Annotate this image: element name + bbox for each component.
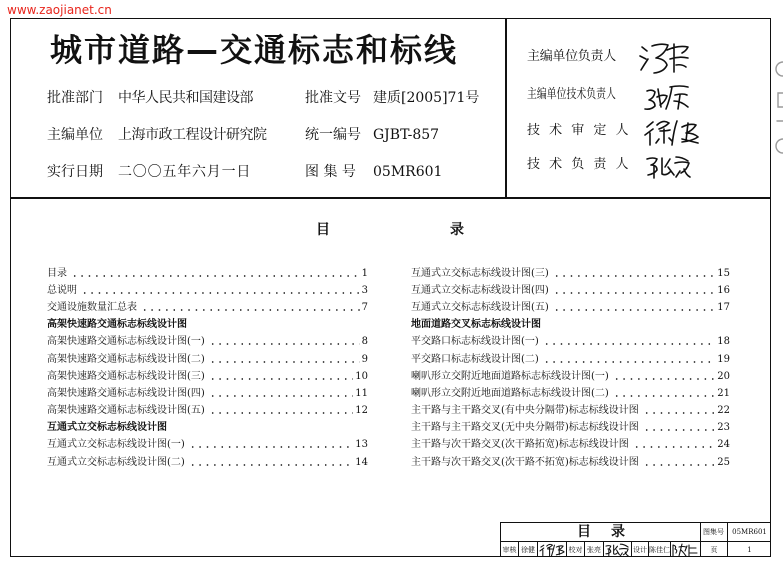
atlas-no-value: 05MR601	[732, 528, 767, 536]
toc-entry-page: 20	[717, 370, 730, 382]
page-label: 页	[710, 545, 718, 554]
toc-entry	[411, 385, 730, 402]
side-toolbar-bracket-icon[interactable]	[778, 93, 783, 107]
toc-entry-title: 互通式立交标志标线设计图(三)	[411, 267, 549, 279]
contents-right-column	[411, 265, 730, 471]
toc-entry	[411, 437, 730, 454]
toc-section-title: 地面道路交叉标志标线设计图	[411, 319, 541, 331]
signatory-role: 技 术 负 责 人	[527, 157, 632, 172]
check-name: 张亮	[587, 545, 601, 554]
toc-entry	[411, 265, 730, 282]
dot-leader	[209, 342, 360, 346]
signature	[538, 542, 566, 557]
toc-entry-title: 主干路与主干路交叉(有中央分隔带)标志标线设计图	[411, 405, 639, 417]
signatory-role: 主编单位负责人	[527, 49, 616, 64]
header-vertical-divider	[505, 18, 507, 197]
toc-entry-title: 喇叭形立交附近地面道路标志标线设计图(一)	[411, 370, 609, 382]
toc-section-heading	[47, 420, 368, 437]
toc-entry-page: 22	[717, 405, 730, 417]
toc-entry	[411, 420, 730, 437]
toc-entry	[411, 334, 730, 351]
dot-leader	[613, 377, 715, 381]
atlas-no-label: 图集号	[703, 528, 724, 536]
toc-section-title: 互通式立交标志标线设计图	[47, 422, 167, 434]
dot-leader	[553, 274, 715, 278]
effective-date-label: 实行日期	[47, 164, 103, 180]
toc-entry-page: 25	[717, 456, 730, 468]
dot-leader	[209, 394, 353, 398]
signatory-role: 主编单位技术负责人	[527, 87, 616, 102]
dot-leader	[209, 377, 353, 381]
toc-entry-title: 高架快速路交通标志标线设计图(四)	[47, 387, 205, 399]
toc-entry	[47, 282, 368, 299]
approval-doc-label: 批准文号	[305, 90, 361, 106]
toc-entry-page: 11	[355, 387, 368, 399]
toc-entry-page: 9	[361, 353, 368, 365]
unified-no-label: 统一编号	[305, 127, 361, 143]
dot-leader	[543, 342, 715, 346]
chief-editor-unit-value: 上海市政工程设计研究院	[118, 127, 267, 143]
toc-entry	[47, 334, 368, 351]
toc-entry-title: 平交路口标志标线设计图(二)	[411, 353, 539, 365]
dot-leader	[643, 463, 715, 467]
toc-entry	[411, 282, 730, 299]
toc-entry-title: 主干路与次干路交叉(次干路不拓宽)标志标线设计图	[411, 456, 639, 468]
signature	[645, 86, 688, 109]
dot-leader	[613, 394, 715, 398]
toc-entry-title: 交通设施数量汇总表	[47, 301, 137, 313]
review-label: 审核	[502, 545, 517, 554]
document-title: 城市道路—交通标志和标线	[50, 31, 459, 69]
design-name: 陈佳仁	[649, 545, 670, 554]
signature	[647, 157, 690, 178]
toc-entry	[47, 299, 368, 316]
signatory-role-wrap	[527, 88, 644, 102]
toc-entry-title: 目录	[47, 267, 67, 279]
approval-dept-value: 中华人民共和国建设部	[118, 90, 253, 106]
toc-entry-page: 10	[355, 370, 368, 382]
dot-leader	[141, 308, 360, 312]
toc-entry-page: 1	[361, 267, 368, 279]
toc-entry-title: 互通式立交标志标线设计图(五)	[411, 301, 549, 313]
effective-date-value: 二〇〇五年六月一日	[118, 164, 252, 180]
toc-entry-page: 3	[361, 284, 368, 296]
toc-entry-page: 16	[717, 284, 730, 296]
toc-entry-page: 13	[355, 439, 368, 451]
toc-entry	[47, 265, 368, 282]
dot-leader	[71, 274, 360, 278]
signature	[645, 121, 698, 145]
watermark-text: www.zaojianet.cn	[7, 3, 112, 17]
dot-leader	[189, 463, 353, 467]
dot-leader	[189, 445, 353, 449]
toc-entry-page: 14	[355, 456, 368, 468]
toc-entry-page: 24	[717, 439, 730, 451]
chief-editor-unit-label: 主编单位	[47, 127, 103, 143]
toc-entry	[411, 299, 730, 316]
toc-entry-page: 8	[361, 336, 368, 348]
toc-entry-title: 互通式立交标志标线设计图(一)	[47, 439, 185, 451]
dot-leader	[553, 308, 715, 312]
dot-leader	[643, 428, 715, 432]
toc-entry-page: 18	[717, 336, 730, 348]
toc-entry-page: 23	[717, 422, 730, 434]
signature	[640, 44, 688, 73]
unified-no-value: GJBT-857	[373, 127, 440, 143]
toc-entry-title: 平交路口标志标线设计图(一)	[411, 336, 539, 348]
page-number: 1	[747, 545, 752, 554]
approval-dept-label: 批准部门	[47, 90, 103, 106]
contents-heading-char: 录	[450, 222, 464, 238]
signatures	[630, 35, 720, 185]
contents-heading-char: 目	[316, 222, 330, 238]
toc-entry-title: 总说明	[47, 284, 77, 296]
toc-entry-title: 互通式立交标志标线设计图(四)	[411, 284, 549, 296]
signature	[671, 542, 700, 557]
toc-entry-page: 7	[361, 301, 368, 313]
toc-entry	[47, 437, 368, 454]
title-block	[500, 522, 771, 557]
toc-entry-title: 高架快速路交通标志标线设计图(三)	[47, 370, 205, 382]
title-block-title-char: 目	[577, 524, 591, 540]
check-label: 校对	[568, 545, 583, 554]
toc-entry-page: 19	[717, 353, 730, 365]
toc-entry-page: 15	[717, 267, 730, 279]
toc-entry	[411, 351, 730, 368]
toc-entry-title: 高架快速路交通标志标线设计图(五)	[47, 405, 205, 417]
dot-leader	[553, 291, 715, 295]
side-toolbar-circle-icon[interactable]	[776, 139, 783, 153]
toc-entry	[411, 454, 730, 471]
toc-entry	[411, 368, 730, 385]
atlas-no-label: 图 集 号	[305, 164, 356, 180]
atlas-no-value: 05MR601	[373, 164, 443, 180]
toc-entry-page: 12	[355, 405, 368, 417]
dot-leader	[643, 411, 715, 415]
toc-entry	[47, 385, 368, 402]
toc-entry	[47, 368, 368, 385]
toc-entry-page: 17	[717, 301, 730, 313]
toc-entry	[411, 403, 730, 420]
contents-left-column	[47, 265, 368, 471]
toc-entry-title: 喇叭形立交附近地面道路标志标线设计图(二)	[411, 387, 609, 399]
toc-entry-title: 高架快速路交通标志标线设计图(二)	[47, 353, 205, 365]
review-name: 徐健	[521, 545, 535, 554]
toc-entry-title: 高架快速路交通标志标线设计图(一)	[47, 336, 205, 348]
toc-entry	[47, 351, 368, 368]
toc-section-heading	[47, 317, 368, 334]
dot-leader	[633, 445, 715, 449]
toc-entry-title: 主干路与主干路交叉(无中央分隔带)标志标线设计图	[411, 422, 639, 434]
title-block-title-char: 录	[611, 524, 625, 540]
dot-leader	[543, 360, 715, 364]
toc-section-title: 高架快速路交通标志标线设计图	[47, 319, 187, 331]
toc-entry	[47, 403, 368, 420]
toc-section-heading	[411, 317, 730, 334]
approval-doc-value: 建质[2005]71号	[373, 90, 480, 106]
signature	[604, 542, 631, 557]
toc-entry-page: 21	[717, 387, 730, 399]
side-toolbar-circle-icon[interactable]	[776, 62, 783, 76]
design-label: 设计	[633, 545, 647, 554]
toc-entry	[47, 454, 368, 471]
side-toolbar	[774, 55, 783, 155]
dot-leader	[209, 360, 360, 364]
dot-leader	[209, 411, 353, 415]
dot-leader	[81, 291, 360, 295]
header-divider	[10, 197, 771, 199]
toc-entry-title: 主干路与次干路交叉(次干路拓宽)标志标线设计图	[411, 439, 629, 451]
toc-entry-title: 互通式立交标志标线设计图(二)	[47, 456, 185, 468]
signatory-role: 技 术 审 定 人	[527, 123, 632, 138]
